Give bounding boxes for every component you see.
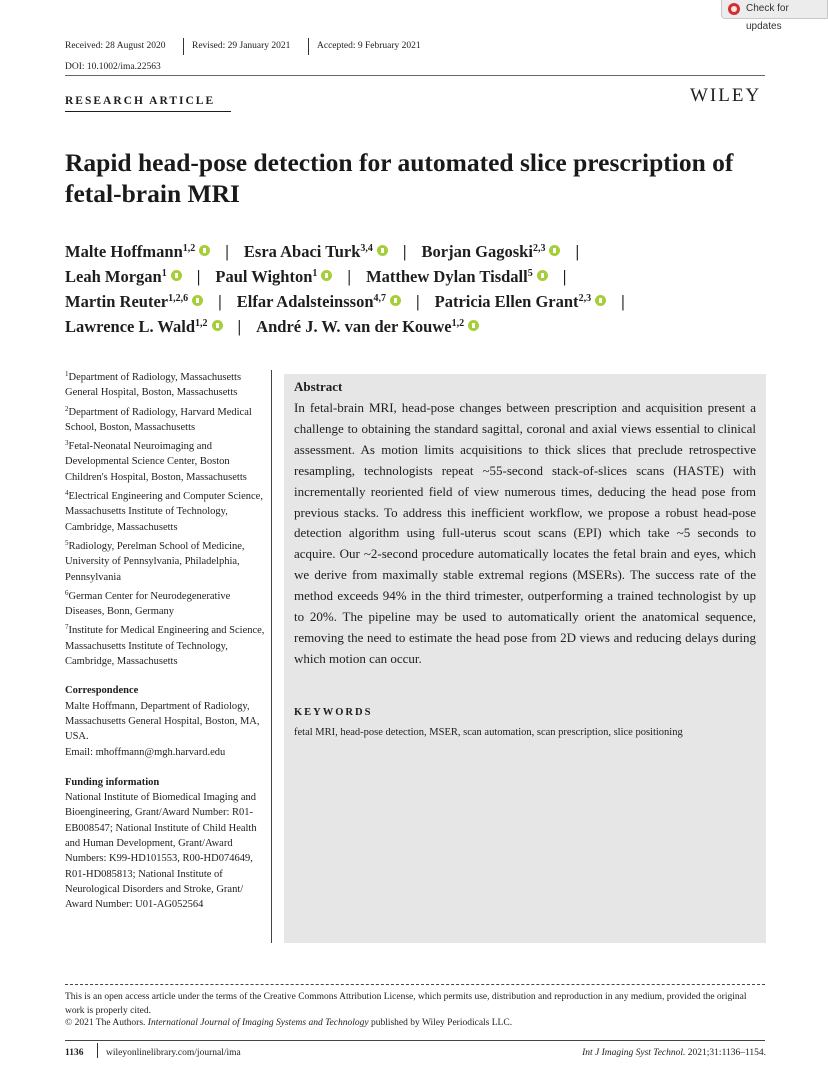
correspondence-heading: Correspondence <box>65 685 139 697</box>
author-separator: | <box>575 242 580 261</box>
affiliation-number: 5 <box>65 538 69 547</box>
affiliation <box>65 405 265 436</box>
author-name: André J. W. van der Kouwe <box>256 317 452 336</box>
revised-date: Revised: 29 January 2021 <box>192 41 291 51</box>
affiliation <box>65 370 265 401</box>
author[interactable] <box>422 242 561 261</box>
author-affiliation-marks: 1,2,6 <box>168 293 189 304</box>
affiliation-number: 6 <box>65 588 69 597</box>
keywords-heading: KEYWORDS <box>294 707 373 718</box>
check-updates-label: Check for updates <box>746 3 789 32</box>
footer-separator <box>97 1043 98 1058</box>
author[interactable] <box>256 317 479 336</box>
copyright-suffix: published by Wiley Periodicals LLC. <box>368 1018 513 1028</box>
author-list <box>65 240 785 340</box>
author-line <box>65 240 785 265</box>
article-type-underline <box>65 111 231 112</box>
author[interactable] <box>65 317 223 336</box>
footer-rule <box>65 1040 765 1041</box>
affiliation-text: Department of Radiology, Harvard Medical School, Boston, Massachusetts <box>65 406 252 433</box>
author-separator: | <box>416 292 420 311</box>
orcid-icon[interactable] <box>537 270 548 281</box>
affiliation <box>65 623 265 669</box>
affiliation <box>65 489 265 535</box>
author-name: Patricia Ellen Grant <box>434 292 579 311</box>
affiliation-text: Radiology, Perelman School of Medicine, University of Pennsylvania, Philadelphia, Pennsylvania <box>65 540 245 583</box>
license-text: This is an open access article under the terms of the Creative Commons Attribution License, which permits use, distribution and reproduction in any medium, provided the original work is properly cited. <box>65 992 747 1016</box>
orcid-icon[interactable] <box>199 245 210 256</box>
author[interactable] <box>244 242 388 261</box>
author-name: Borjan Gagoski <box>421 242 533 261</box>
citation-details: 2021;31:1136–1154. <box>685 1048 766 1058</box>
author-affiliation-marks: 3,4 <box>360 243 373 254</box>
header-separator <box>308 38 309 55</box>
received-date: Received: 28 August 2020 <box>65 41 166 51</box>
affiliation-number: 3 <box>65 439 69 448</box>
paper-title: Rapid head-pose detection for automated slice prescription of fetal-brain MRI <box>65 148 734 208</box>
publisher-logo: WILEY <box>690 85 762 106</box>
author-affiliation-marks: 1,2 <box>195 318 208 329</box>
author-separator: | <box>225 242 229 261</box>
orcid-icon[interactable] <box>468 320 479 331</box>
orcid-icon[interactable] <box>549 245 560 256</box>
affiliation-text: Institute for Medical Engineering and Science, Massachusetts Institute of Technology, Cambridge, Massachusetts <box>65 625 265 668</box>
author-name: Leah Morgan <box>65 267 162 286</box>
author-name: Malte Hoffmann <box>65 242 183 261</box>
author-line <box>65 290 785 315</box>
orcid-icon[interactable] <box>377 245 388 256</box>
article-type: RESEARCH ARTICLE <box>65 95 216 107</box>
copyright-text <box>65 1018 765 1028</box>
author-separator: | <box>347 267 352 286</box>
copyright-prefix: © 2021 The Authors. <box>65 1018 148 1028</box>
affiliation-text: German Center for Neurodegenerative Diseases, Bonn, Germany <box>65 590 231 618</box>
author[interactable] <box>215 267 332 286</box>
author-line <box>65 315 785 340</box>
check-for-updates-button[interactable] <box>721 0 828 32</box>
affiliation-number: 7 <box>65 623 69 632</box>
affiliation-number: 2 <box>65 404 69 413</box>
funding-information <box>65 775 265 913</box>
column-divider <box>271 370 272 943</box>
orcid-icon[interactable] <box>212 320 223 331</box>
left-column <box>65 370 265 913</box>
author[interactable] <box>435 292 606 311</box>
author[interactable] <box>65 292 203 311</box>
orcid-icon[interactable] <box>321 270 332 281</box>
affiliation-text: Fetal-Neonatal Neuroimaging and Developmental Science Center, Boston Children's Hospital, Boston, Massachusetts <box>65 441 247 483</box>
correspondence-email[interactable]: Email: mhoffmann@mgh.harvard.edu <box>65 746 226 758</box>
footer-dotted-rule <box>65 984 765 985</box>
author[interactable] <box>237 292 401 311</box>
author-affiliation-marks: 2,3 <box>578 293 592 304</box>
affiliation <box>65 539 265 585</box>
author-name: Esra Abaci Turk <box>243 242 361 261</box>
author-separator: | <box>196 267 201 286</box>
author-affiliation-marks: 1,2 <box>182 243 196 254</box>
author-affiliation-marks: 4,7 <box>373 293 387 304</box>
author-separator: | <box>562 267 567 286</box>
keywords-text: fetal MRI, head-pose detection, MSER, scan automation, scan prescription, slice positioning <box>294 727 683 738</box>
affiliation-text: Electrical Engineering and Computer Science, Massachusetts Institute of Technology, Cambridge, Massachusetts <box>65 491 263 533</box>
accepted-date: Accepted: 9 February 2021 <box>317 41 421 51</box>
author[interactable] <box>65 267 182 286</box>
author-name: Elfar Adalsteinsson <box>236 292 374 311</box>
doi[interactable]: DOI: 10.1002/ima.22563 <box>65 62 161 72</box>
orcid-icon[interactable] <box>171 270 182 281</box>
page-number: 1136 <box>65 1048 84 1058</box>
header-separator <box>183 38 184 55</box>
orcid-icon[interactable] <box>192 295 203 306</box>
author-name: Matthew Dylan Tisdall <box>366 267 528 286</box>
abstract-heading: Abstract <box>294 379 343 394</box>
abstract-text: In fetal-brain MRI, head-pose changes between prescription and acquisition present a challenge to obtaining the standard sagittal, coronal and axial views essential to clinical assessment. As motion limits acquisitions to thick slices that preclude retrospective resampling, technologists repeat ~55-second stack-of-slices scans (HASTE) with incrementally reoriented field of view numerous times, deducing the head pose from previous stacks. To address this inefficient workflow, we propose a robust head-pose detection algorithm using full-uterus scout scans (EPI) which take ~5 seconds to acquire. Our ~2-second procedure automatically locates the fetal brain and eyes, which we derive from maximally stable extremal regions (MSERs). The success rate of the method exceeds 94% in the third trimester, outperforming a trained technologist by up to 20%. The pipeline may be used to automatically orient the anatomical sequence, removing the need to estimate the head pose from 2D views and reducing delays during which motion can occur. <box>294 400 756 666</box>
journal-url[interactable]: wileyonlinelibrary.com/journal/ima <box>106 1048 241 1058</box>
orcid-icon[interactable] <box>390 295 401 306</box>
affiliation <box>65 439 265 485</box>
author-name: Lawrence L. Wald <box>65 317 196 336</box>
funding-heading: Funding information <box>65 776 160 788</box>
journal-name: International Journal of Imaging Systems and Technology <box>147 1018 369 1028</box>
author-affiliation-marks: 1 <box>312 268 318 279</box>
affiliations <box>65 370 265 669</box>
author[interactable] <box>366 267 548 286</box>
author-separator: | <box>621 292 625 311</box>
author-affiliation-marks: 1 <box>161 268 167 279</box>
correspondence-text: Malte Hoffmann, Department of Radiology, Massachusetts General Hospital, Boston, MA, USA. <box>65 700 260 743</box>
affiliation <box>65 589 265 620</box>
citation <box>575 1048 766 1058</box>
author-separator: | <box>218 292 222 311</box>
author-name: Paul Wighton <box>215 267 313 286</box>
correspondence <box>65 683 265 759</box>
citation-journal: Int J Imaging Syst Technol. <box>582 1048 686 1058</box>
affiliation-text: Department of Radiology, Massachusetts General Hospital, Boston, Massachusetts <box>65 372 242 399</box>
author-separator: | <box>237 317 242 336</box>
funding-text: National Institute of Biomedical Imaging and Bioengineering, Grant/Award Number: R01-EB008547; National Institute of Child Health and Human Development, Grant/Award Numbers: K99-HD101553, R00-HD074649, R01-HD085813; National Institute of Neurological Disorders and Stroke, Grant/ Award Number: U01-AG052564 <box>65 792 257 911</box>
affiliation-number: 4 <box>65 489 69 498</box>
author-line <box>65 265 785 290</box>
check-updates-icon <box>728 3 740 15</box>
author-affiliation-marks: 2,3 <box>532 243 546 254</box>
header-rule <box>65 75 765 76</box>
orcid-icon[interactable] <box>595 295 606 306</box>
author-affiliation-marks: 1,2 <box>451 318 465 329</box>
author-affiliation-marks: 5 <box>527 268 533 279</box>
author-name: Martin Reuter <box>65 292 169 311</box>
author[interactable] <box>65 242 210 261</box>
affiliation-number: 1 <box>65 370 69 378</box>
author-separator: | <box>402 242 407 261</box>
